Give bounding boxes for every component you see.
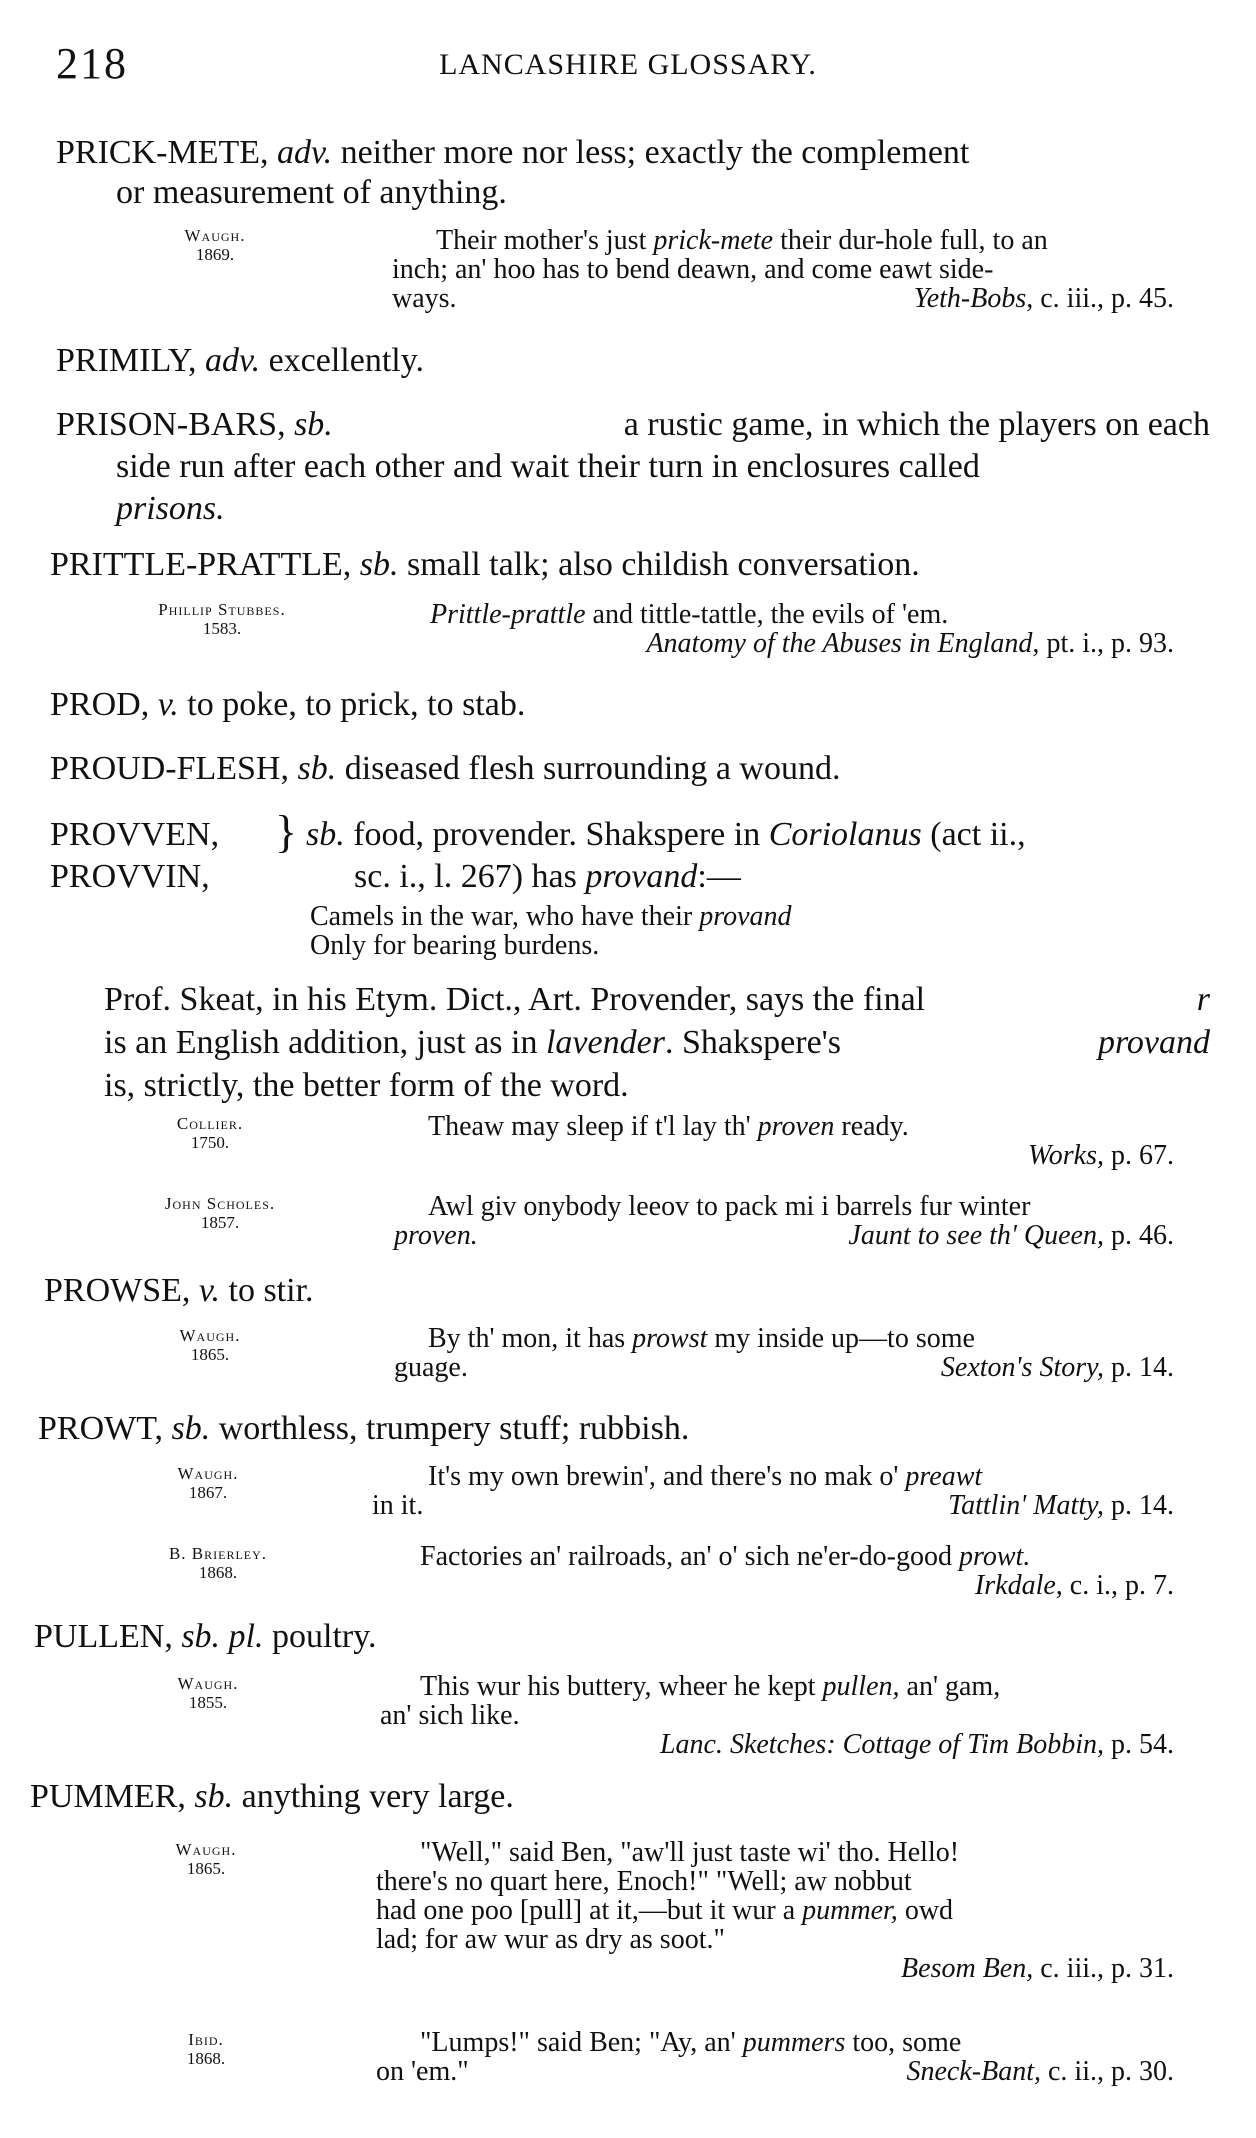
entry-primily: PRIMILY, adv. excellently.: [56, 342, 425, 379]
brace: }: [275, 806, 298, 857]
part-of-speech: adv.: [277, 134, 333, 171]
citation-quote: Theaw may sleep if t'l lay th' proven ready. Works, p. 67.: [428, 1111, 1174, 1171]
citation-quote: This wur his buttery, wheer he kept pullen, an' gam, an' sich like. Lanc. Sketches: Cottage of Tim Bobbin, p. 54.: [380, 1671, 1174, 1760]
entry-prowt: PROWT, sb. worthless, trumpery stuff; rubbish.: [38, 1410, 690, 1447]
entry-pummer: PUMMER, sb. anything very large.: [30, 1778, 514, 1815]
citation-quote: By th' mon, it has prowst my inside up—to some guage. Sexton's Story, p. 14.: [394, 1323, 1174, 1383]
running-head: LANCASHIRE GLOSSARY.: [439, 48, 817, 81]
entry-prick-mete: [56, 132, 1216, 174]
citation-source: Waugh. 1867.: [177, 1464, 239, 1502]
headword: PRICK-METE,: [56, 134, 269, 171]
citation-source: Phillip Stubbes. 1583.: [158, 600, 286, 638]
note-paragraph: Prof. Skeat, in his Etym. Dict., Art. Provender, says the final r is an English addition, just as in lavender. Shakspere's provand is, strictly, the better form of the word.: [104, 981, 1210, 1104]
citation-quote: Factories an' railroads, an' o' sich ne'er-do-good prowt. Irkdale, c. i., p. 7.: [420, 1541, 1174, 1601]
verse-quote: Camels in the war, who have their provand Only for bearing burdens.: [310, 901, 792, 961]
citation-source: B. Brierley. 1868.: [168, 1544, 268, 1582]
entry-prittle-prattle: PRITTLE-PRATTLE, sb. small talk; also childish conversation.: [50, 546, 920, 583]
definition-cont: or measurement of anything.: [116, 174, 507, 211]
citation-source: John Scholes. 1857.: [164, 1194, 276, 1232]
citation-source: Waugh. 1865.: [179, 1326, 241, 1364]
definition: neither more nor less; exactly the complement: [340, 134, 970, 171]
entry-prison-bars: PRISON-BARS, sb. a rustic game, in which the players on each side run after each other and wait their turn in enclosures called prisons.: [56, 406, 1210, 527]
citation-source: Waugh. 1855.: [177, 1674, 239, 1712]
entry-provven-headwords: PROVVEN, PROVVIN,: [50, 816, 220, 895]
citation-quote: "Lumps!" said Ben; "Ay, an' pummers too, some on 'em." Sneck-Bant, c. ii., p. 30.: [376, 2027, 1174, 2087]
page-number: 218: [56, 39, 128, 88]
citation-quote: "Well," said Ben, "aw'll just taste wi' tho. Hello! there's no quart here, Enoch!" "Well; aw nobbut had one poo [pull] at it,—but it wur a pummer, owd lad; for aw wur as dry as soot." Besom Ben, c. iii., p. 31.: [376, 1837, 1174, 1984]
page-header: [0, 38, 1256, 88]
citation-source: Ibid. 1868.: [186, 2030, 226, 2068]
entry-pullen: PULLEN, sb. pl. poultry.: [34, 1618, 377, 1655]
entry-prowse: PROWSE, v. to stir.: [44, 1272, 314, 1309]
citation-quote: Prittle-prattle and tittle-tattle, the evils of 'em. Anatomy of the Abuses in England, pt. i., p. 93.: [430, 599, 1174, 659]
citation-quote: Their mother's just prick-mete their dur-hole full, to an inch; an' hoo has to bend deawn, and come eawt side- ways. Yeth-Bobs, c. iii., p. 45.: [392, 225, 1174, 314]
citation-quote: Awl giv onybody leeov to pack mi i barrels fur winter proven. Jaunt to see th' Queen, p. 46.: [394, 1191, 1174, 1251]
entry-prod: PROD, v. to poke, to prick, to stab.: [50, 686, 526, 723]
citation-quote: It's my own brewin', and there's no mak o' preawt in it. Tattlin' Matty, p. 14.: [372, 1461, 1174, 1521]
entry-prick-mete-cont: [116, 172, 1216, 214]
entry-proud-flesh: PROUD-FLESH, sb. diseased flesh surrounding a wound.: [50, 750, 841, 787]
citation-source: Waugh. 1865.: [175, 1840, 237, 1878]
entry-provven-def: sb. food, provender. Shakspere in Coriolanus (act ii., sc. i., l. 267) has provand:—: [306, 816, 1026, 895]
citation-source: Collier. 1750.: [176, 1114, 244, 1152]
citation-source: Waugh. 1869.: [184, 226, 246, 264]
